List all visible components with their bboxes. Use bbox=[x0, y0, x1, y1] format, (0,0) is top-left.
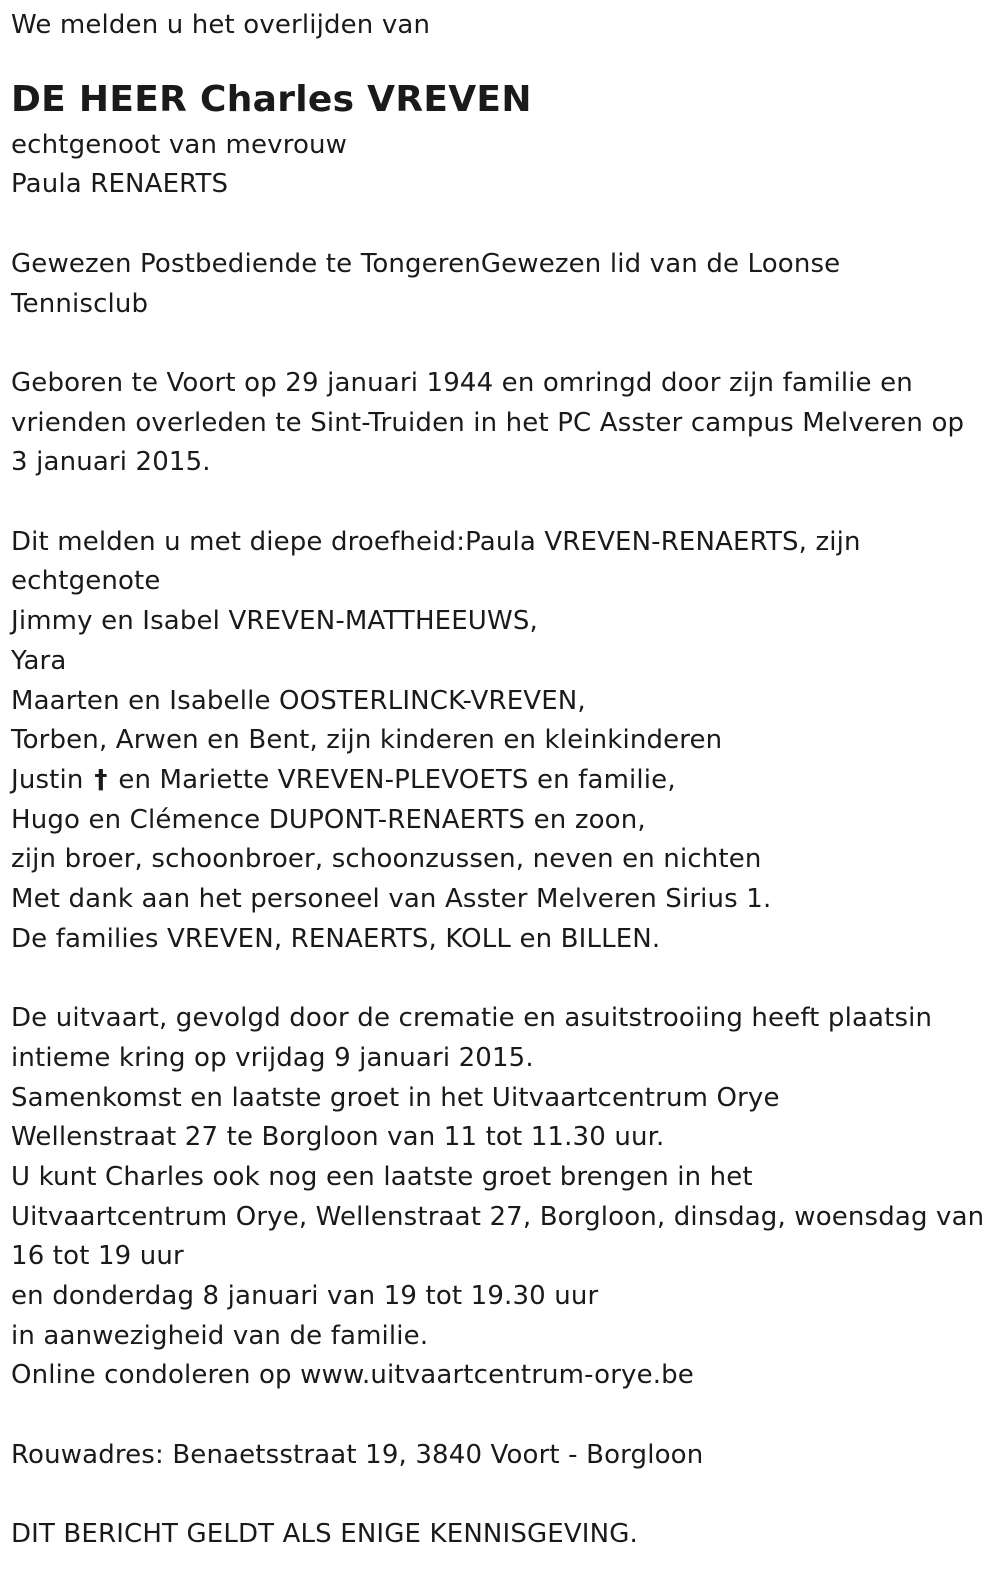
family-line-8: Hugo en Clémence DUPONT-RENAERTS en zoon, bbox=[11, 804, 646, 835]
funeral-line-4: Wellenstraat 27 te Borgloon van 11 tot 11.30 uur. bbox=[11, 1122, 665, 1153]
spouse-line-1: echtgenoot van mevrouw bbox=[11, 129, 348, 160]
intro-text: We melden u het overlijden van bbox=[11, 10, 431, 40]
spacer bbox=[11, 483, 986, 523]
spacer bbox=[11, 324, 986, 364]
funeral-line-9: in aanwezigheid van de familie. bbox=[11, 1320, 429, 1351]
cross-icon: † bbox=[94, 764, 108, 795]
birth-death-line-1: Geboren te Voort op 29 januari 1944 en omringd door zijn familie en bbox=[11, 367, 913, 398]
family-line-5: Maarten en Isabelle OOSTERLINCK-VREVEN, bbox=[11, 685, 586, 716]
birth-death-line-2: vrienden overleden te Sint-Truiden in het PC Asster campus Melveren op bbox=[11, 407, 965, 438]
deceased-name: DE HEER Charles VREVEN bbox=[11, 78, 532, 120]
funeral-line-3: Samenkomst en laatste groet in het Uitvaartcentrum Orye bbox=[11, 1082, 780, 1113]
spacer bbox=[11, 1396, 986, 1436]
career-line-1: Gewezen Postbediende te TongerenGewezen lid van de Loonse bbox=[11, 248, 841, 279]
family-line-11: De families VREVEN, RENAERTS, KOLL en BILLEN. bbox=[11, 923, 661, 954]
funeral-line-7: 16 tot 19 uur bbox=[11, 1241, 184, 1272]
funeral-line-2: intieme kring op vrijdag 9 januari 2015. bbox=[11, 1042, 534, 1073]
birth-death-line-3: 3 januari 2015. bbox=[11, 447, 211, 478]
mourning-address: Rouwadres: Benaetsstraat 19, 3840 Voort - Borgloon bbox=[11, 1439, 704, 1470]
family-line-9: zijn broer, schoonbroer, schoonzussen, neven en nichten bbox=[11, 844, 762, 875]
family-line-7-end: en Mariette VREVEN-PLEVOETS en familie, bbox=[118, 764, 676, 795]
family-line-1: Dit melden u met diepe droefheid:Paula VREVEN-RENAERTS, zijn bbox=[11, 526, 861, 557]
funeral-line-8: en donderdag 8 januari van 19 tot 19.30 uur bbox=[11, 1281, 599, 1312]
family-line-4: Yara bbox=[11, 645, 67, 676]
condolence-line: Online condoleren op www.uitvaartcentrum-orye.be bbox=[11, 1360, 694, 1391]
career-line-2: Tennisclub bbox=[11, 288, 149, 319]
funeral-line-1: De uitvaart, gevolgd door de crematie en asuitstrooiing heeft plaatsin bbox=[11, 1003, 933, 1034]
family-line-7 bbox=[11, 761, 986, 801]
funeral-line-6: Uitvaartcentrum Orye, Wellenstraat 27, Borgloon, dinsdag, woensdag van bbox=[11, 1201, 985, 1232]
closing-notice: DIT BERICHT GELDT ALS ENIGE KENNISGEVING. bbox=[11, 1519, 638, 1550]
family-line-6: Torben, Arwen en Bent, zijn kinderen en kleinkinderen bbox=[11, 725, 723, 756]
spacer bbox=[11, 205, 986, 245]
family-line-3: Jimmy en Isabel VREVEN-MATTHEEUWS, bbox=[11, 606, 538, 637]
family-line-10: Met dank aan het personeel van Asster Melveren Sirius 1. bbox=[11, 884, 772, 915]
spouse-line-2: Paula RENAERTS bbox=[11, 169, 229, 200]
funeral-line-5: U kunt Charles ook nog een laatste groet brengen in het bbox=[11, 1161, 753, 1192]
spacer bbox=[11, 959, 986, 999]
family-line-7-start: Justin bbox=[11, 764, 84, 795]
obituary-notice bbox=[11, 6, 986, 1555]
spacer bbox=[11, 1476, 986, 1516]
family-line-2: echtgenote bbox=[11, 566, 161, 597]
